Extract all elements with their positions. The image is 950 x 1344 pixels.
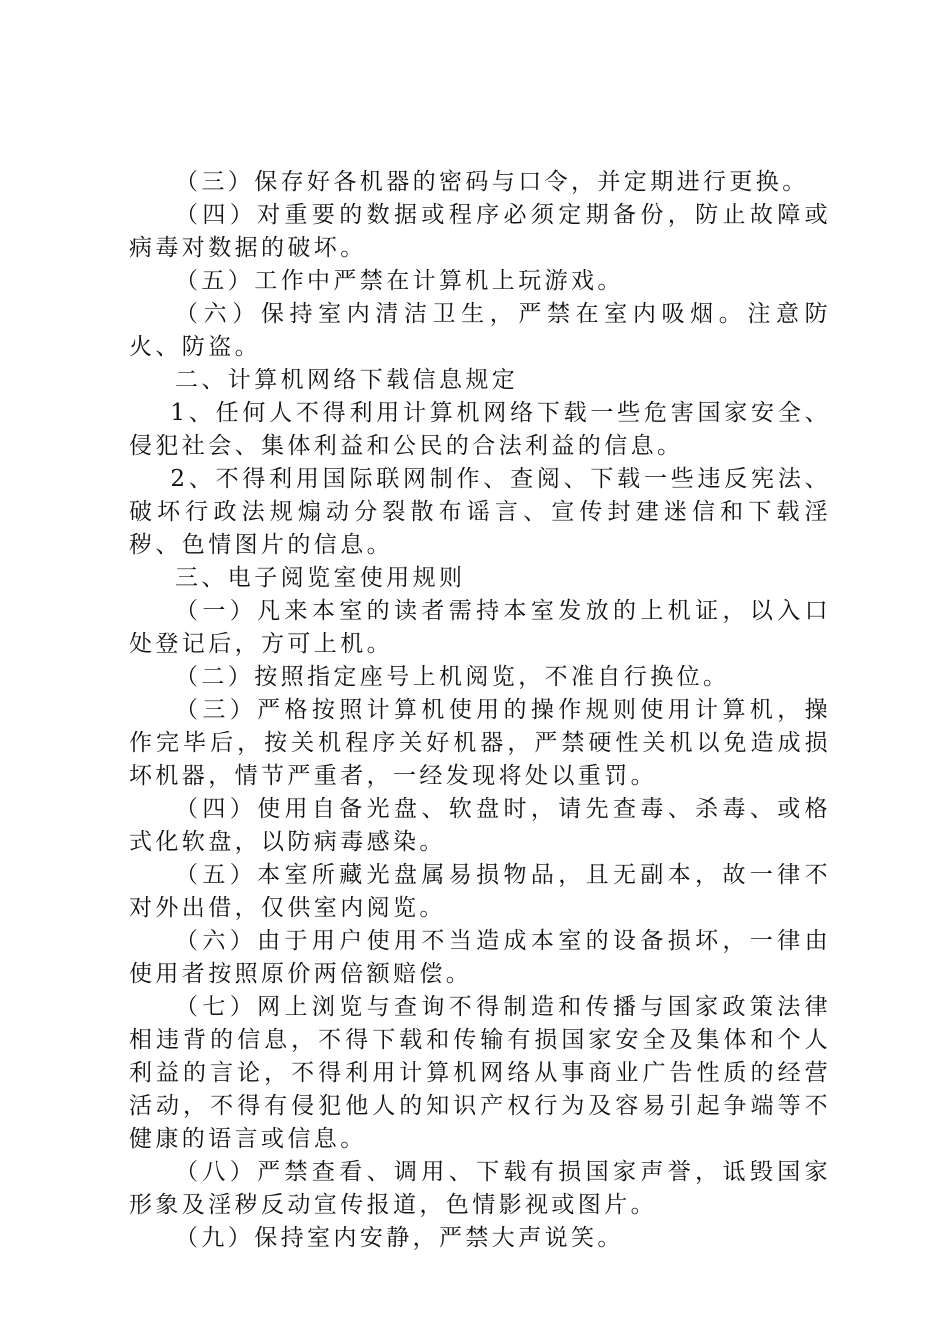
paragraph: （三）严格按照计算机使用的操作规则使用计算机，操作完毕后，按关机程序关好机器，严禁硬性关机以免造成损坏机器，情节严重者，一经发现将处以重罚。	[129, 697, 831, 789]
paragraph: （四）对重要的数据或程序必须定期备份，防止故障或病毒对数据的破坏。	[129, 202, 831, 261]
paragraph: （六）保持室内清洁卫生，严禁在室内吸烟。注意防火、防盗。	[129, 301, 831, 360]
paragraph: （九）保持室内安静，严禁大声说笑。	[175, 1225, 624, 1251]
paragraph: （一）凡来本室的读者需持本室发放的上机证，以入口处登记后，方可上机。	[129, 598, 831, 657]
paragraph: （六）由于用户使用不当造成本室的设备损坏，一律由使用者按照原价两倍额赔偿。	[129, 928, 831, 987]
paragraph: （八）严禁查看、调用、下载有损国家声誉，诋毁国家形象及淫秽反动宣传报道，色情影视或图片。	[129, 1159, 831, 1218]
section-heading: 二、计算机网络下载信息规定	[175, 367, 519, 393]
paragraph: （七）网上浏览与查询不得制造和传播与国家政策法律相违背的信息，不得下载和传输有损国家安全及集体和个人利益的言论，不得利用计算机网络从事商业广告性质的经营活动，不得有侵犯他人的知识产权行为及容易引起争端等不健康的语言或信息。	[129, 994, 831, 1152]
document-body	[129, 166, 831, 1255]
paragraph: 1、任何人不得利用计算机网络下载一些危害国家安全、侵犯社会、集体利益和公民的合法利益的信息。	[129, 400, 831, 459]
section-heading: 三、电子阅览室使用规则	[175, 565, 466, 591]
paragraph: （三）保存好各机器的密码与口令，并定期进行更换。	[175, 169, 809, 195]
paragraph: 2、不得利用国际联网制作、查阅、下载一些违反宪法、破坏行政法规煽动分裂散布谣言、宣传封建迷信和下载淫秽、色情图片的信息。	[129, 466, 831, 558]
paragraph: （五）工作中严禁在计算机上玩游戏。	[175, 268, 624, 294]
paragraph: （二）按照指定座号上机阅览，不准自行换位。	[175, 664, 730, 690]
paragraph: （五）本室所藏光盘属易损物品，且无副本，故一律不对外出借，仅供室内阅览。	[129, 862, 831, 921]
paragraph: （四）使用自备光盘、软盘时，请先查毒、杀毒、或格式化软盘，以防病毒感染。	[129, 796, 831, 855]
